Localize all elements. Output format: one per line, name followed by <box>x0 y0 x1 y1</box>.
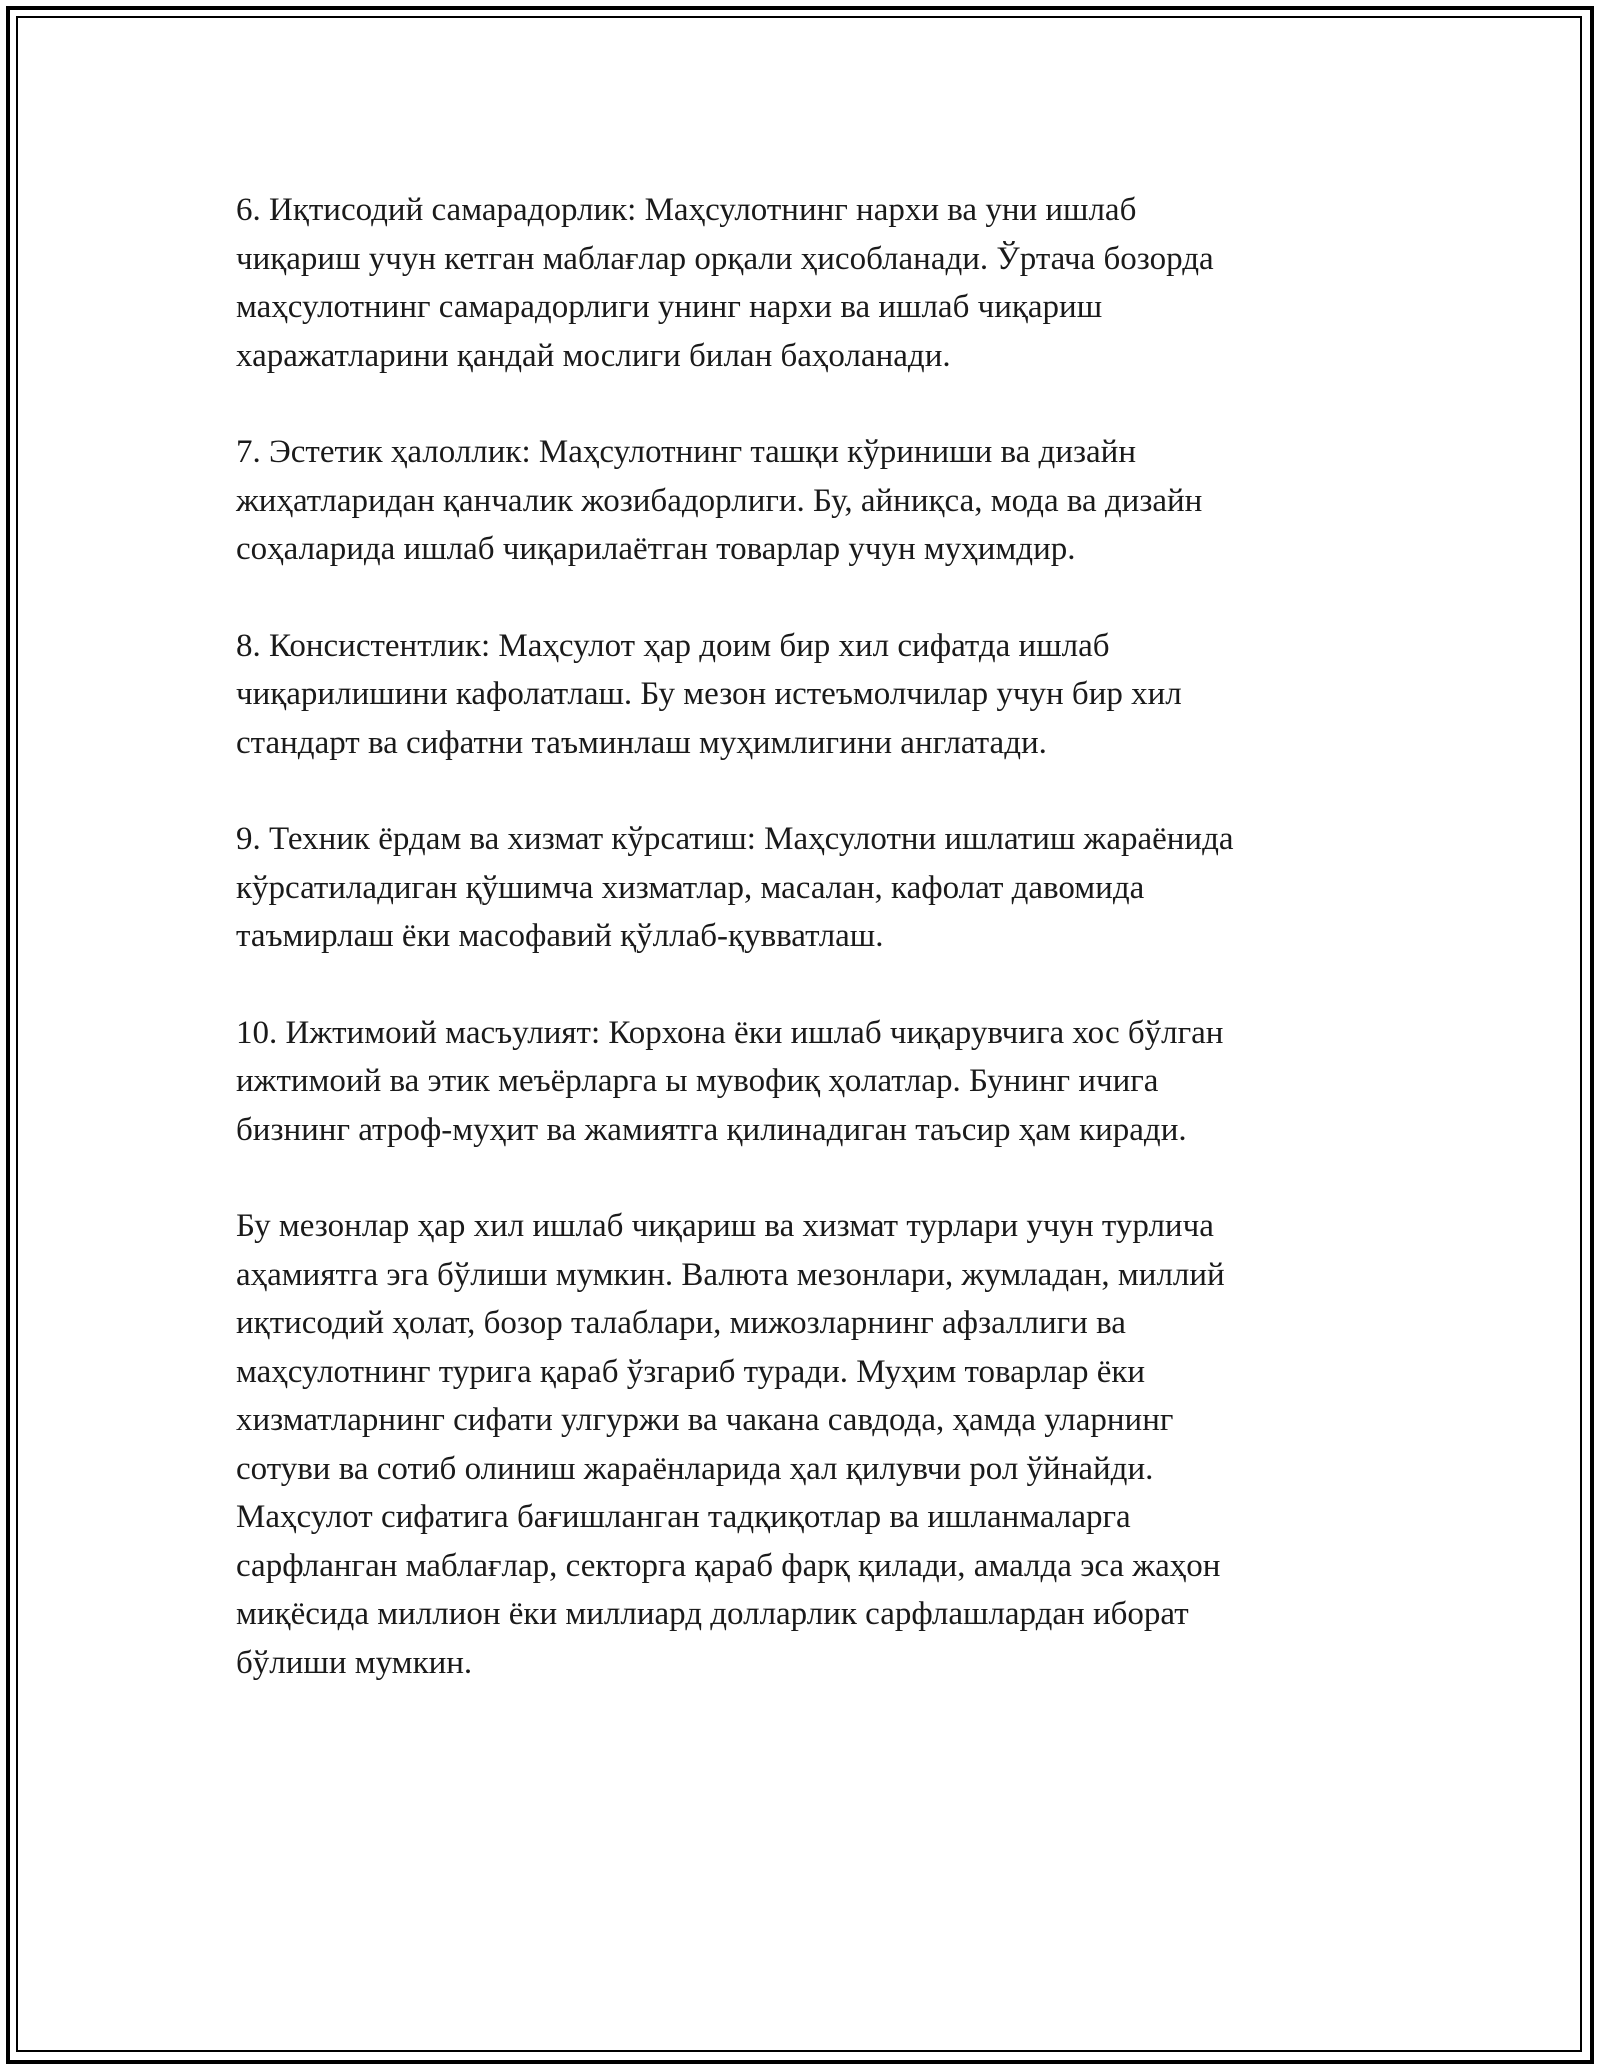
paragraph-criterion-7: 7. Эстетик ҳалоллик: Маҳсулотнинг ташқи кўриниши ва дизайн жиҳатларидан қанчалик жозибадорлиги. Бу, айниқса, мода ва дизайн соҳаларида ишлаб чиқарилаётган товарлар учун муҳимдир. <box>236 434 1203 567</box>
paragraph-criterion-8: 8. Консистентлик: Маҳсулот ҳар доим бир хил сифатда ишлаб чиқарилишини кафолатлаш. Бу мезон истеъмолчилар учун бир хил стандарт ва сифатни таъминлаш муҳимлигини англатади. <box>236 627 1182 761</box>
paragraph-conclusion: Бу мезонлар ҳар хил ишлаб чиқариш ва хизмат турлари учун турлича аҳамиятга эга бўлиши мумкин. Валюта мезонлари, жумладан, миллий иқтисодий ҳолат, бозор талаблари, мижозларнинг афзаллиги ва маҳсулотнинг турига қараб ўзгариб туради. Муҳим товарлар ёки хизматларнинг сифати улгуржи ва чакана савдода, ҳамда уларнинг сотуви ва сотиб олиниш жараёнларида ҳал қилувчи рол ўйнайди. Маҳсулот сифатига бағишланган тадқиқотлар ва ишланмаларга сарфланган маблағлар, секторга қараб фарқ қилади, амалда эса жаҳон миқёсида миллион ёки миллиард долларлик сарфлашлардан иборат бўлиши мумкин. <box>236 1208 1225 1681</box>
paragraph-criterion-6: 6. Иқтисодий самарадорлик: Маҳсулотнинг нархи ва уни ишлаб чиқариш учун кетган маблағлар орқали ҳисобланади. Ўртача бозорда маҳсулотнинг самарадорлиги унинг нархи ва ишлаб чиқариш харажатларини қандай мослиги билан баҳоланади. <box>236 192 1214 374</box>
paragraph-criterion-9: 9. Техник ёрдам ва хизмат кўрсатиш: Маҳсулотни ишлатиш жараёнида кўрсатиладиган қўшимча хизматлар, масалан, кафолат давомида таъмирлаш ёки масофавий қўллаб-қувватлаш. <box>236 821 1234 954</box>
document-body <box>236 186 1376 1735</box>
paragraph-criterion-10: 10. Ижтимоий масъулият: Корхона ёки ишлаб чиқарувчига хос бўлган ижтимоий ва этик меъёрларга ы мувофиқ ҳолатлар. Бунинг ичига бизнинг атроф-муҳит ва жамиятга қилинадиган таъсир ҳам киради. <box>236 1014 1224 1148</box>
